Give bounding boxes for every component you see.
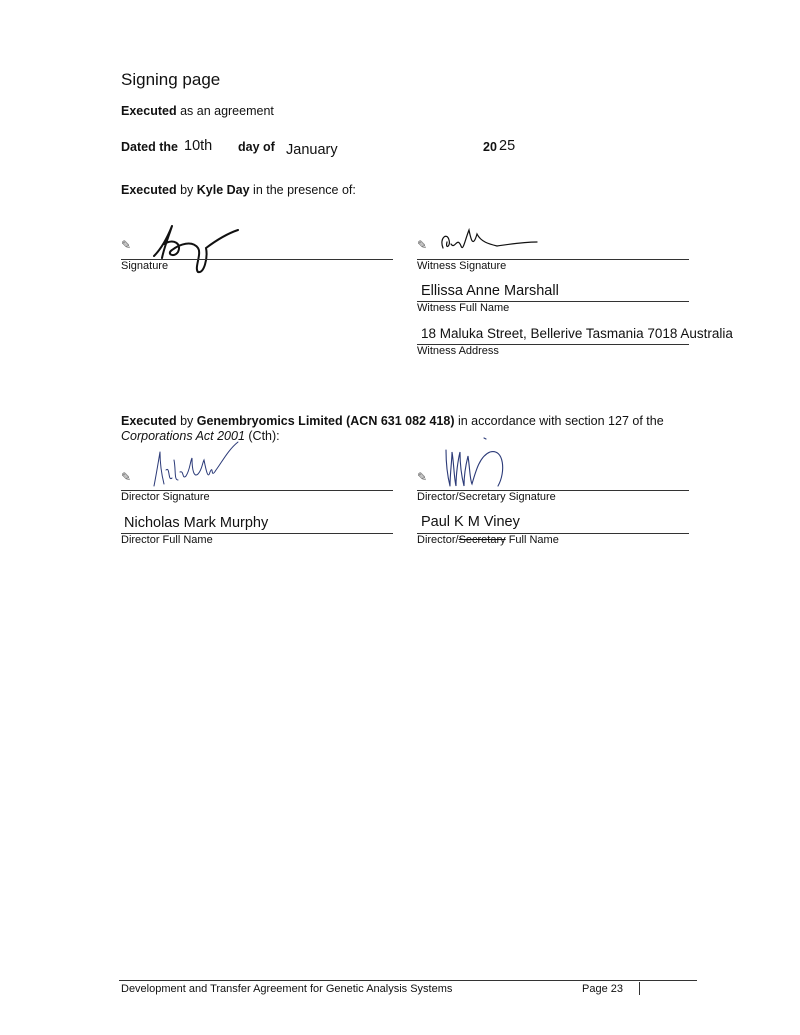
pen-icon: ✎ <box>121 238 132 252</box>
pen-icon: ✎ <box>417 470 428 484</box>
pen-icon: ✎ <box>121 470 132 484</box>
witness-signature-image[interactable] <box>433 224 543 258</box>
page-title: Signing page <box>121 70 221 89</box>
footer-title: Development and Transfer Agreement for Genetic Analysis Systems <box>121 983 453 995</box>
dated-label <box>121 140 178 154</box>
dirsec-name-label <box>417 534 559 546</box>
company-executed-bold: Executed <box>121 414 177 428</box>
day-of-label-text: day of <box>238 140 275 154</box>
year-prefix <box>483 140 497 154</box>
kyle-presence: in the presence of: <box>249 183 356 197</box>
kyle-name-bold: Kyle Day <box>196 183 250 197</box>
kyle-by: by <box>176 183 197 197</box>
company-by: by <box>176 414 197 428</box>
dirsec-label-b: Full Name <box>505 534 559 546</box>
director-secretary-signature-label: Director/Secretary Signature <box>417 491 556 503</box>
company-name-bold: Genembryomics Limited (ACN 631 082 418) <box>196 414 455 428</box>
day-of-label <box>238 140 275 154</box>
executed-rest: as an agreement <box>176 104 274 118</box>
kyle-executed-bold: Executed <box>121 183 177 197</box>
director-secretary-signature-image[interactable] <box>440 434 512 490</box>
day-field[interactable]: 10th <box>184 138 213 154</box>
witness-address-label: Witness Address <box>417 345 499 357</box>
witness-name-field[interactable]: Ellissa Anne Marshall <box>421 283 559 299</box>
dirsec-name-field[interactable]: Paul K M Viney <box>421 514 520 530</box>
footer-rule <box>119 980 697 981</box>
director-signature-label: Director Signature <box>121 491 210 503</box>
dirsec-label-struck: Secretary <box>458 534 506 546</box>
dated-label-text: Dated the <box>121 140 178 154</box>
director-signature-image[interactable] <box>148 440 244 490</box>
executed-agreement-line <box>121 104 274 118</box>
act-rest: (Cth): <box>244 429 280 443</box>
act-italic: Corporations Act 2001 <box>121 429 245 443</box>
witness-name-label: Witness Full Name <box>417 302 510 314</box>
year-prefix-text: 20 <box>483 140 497 154</box>
dirsec-label-a: Director/ <box>417 534 459 546</box>
witness-signature-label: Witness Signature <box>417 260 507 272</box>
company-accordance: in accordance with section 127 of the <box>454 414 664 428</box>
footer-divider <box>639 982 640 995</box>
director-name-label: Director Full Name <box>121 534 213 546</box>
signature-label: Signature <box>121 260 169 272</box>
kyle-executed-line <box>121 183 356 197</box>
witness-address-field[interactable]: 18 Maluka Street, Bellerive Tasmania 7018 Australia <box>421 326 733 341</box>
company-executed-line <box>121 414 664 428</box>
pen-icon: ✎ <box>417 238 428 252</box>
footer-page-number: Page 23 <box>582 983 623 995</box>
year-field[interactable]: 25 <box>499 138 516 154</box>
director-name-field[interactable]: Nicholas Mark Murphy <box>124 515 269 531</box>
month-field[interactable]: January <box>286 142 338 158</box>
executed-bold: Executed <box>121 104 177 118</box>
